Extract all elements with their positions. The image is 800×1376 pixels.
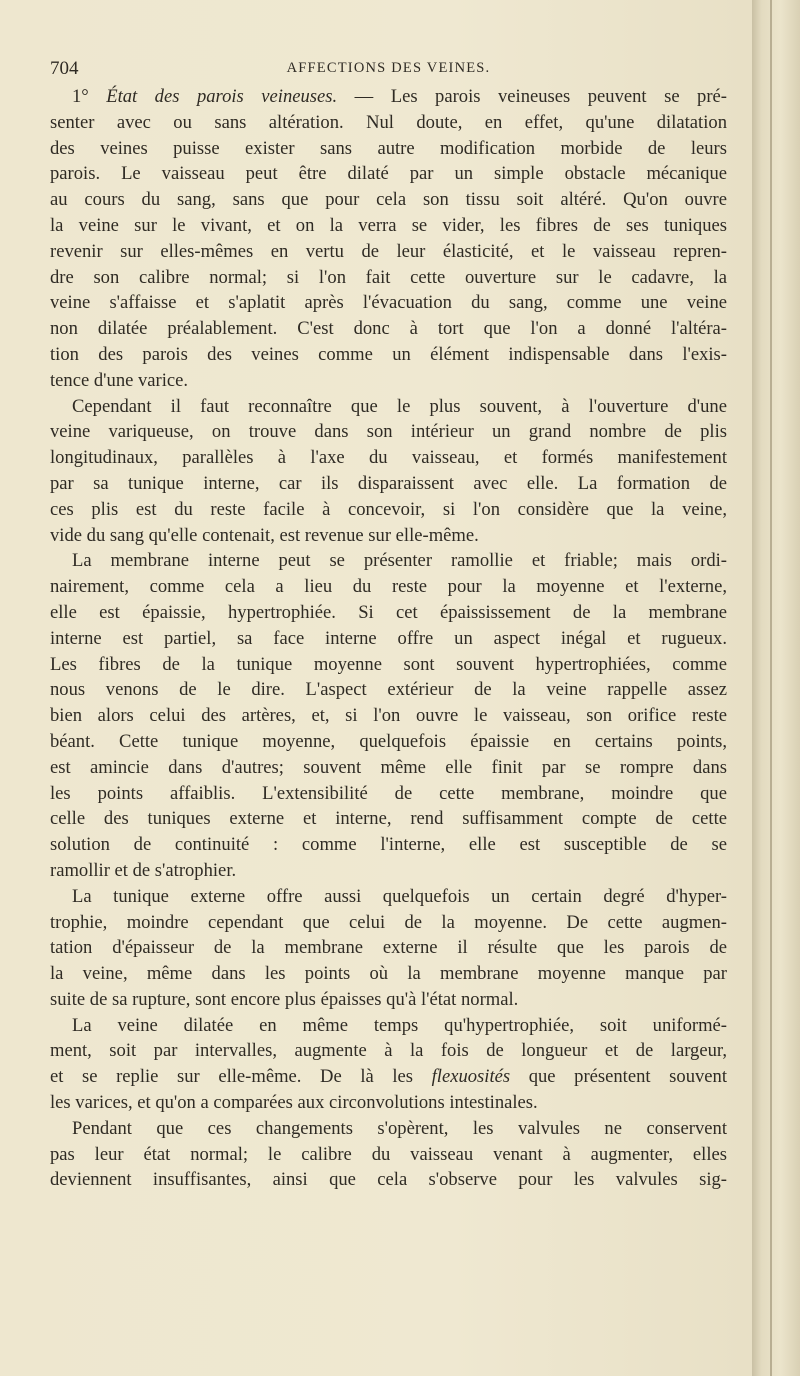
text-line: interne est partiel, sa face interne offre un aspect inégal et rugueux. [50,627,727,649]
text-line: parois. Le vaisseau peut être dilaté par un simple obstacle mécanique [50,163,727,185]
text-line: revenir sur elles-mêmes en vertu de leur élasticité, et le vaisseau repren- [50,240,727,262]
text-line: dre son calibre normal; si l'on fait cette ouverture sur le cadavre, la [50,266,727,288]
text-line: La membrane interne peut se présenter ramollie et friable; mais ordi- [72,550,727,572]
text-line: La tunique externe offre aussi quelquefois un certain degré d'hyper- [72,885,727,907]
text-line: au cours du sang, sans que pour cela son tissu soit altéré. Qu'on ouvre [50,189,727,211]
running-title: AFFECTIONS DES VEINES. [286,60,491,76]
italic-term: État des parois veineuses. [106,86,338,107]
text-line: celle des tuniques externe et interne, rend suffisamment compte de cette [50,808,727,830]
paragraph [50,1116,727,1193]
text-line: La veine dilatée en même temps qu'hypertrophiée, soit uniformé- [72,1014,727,1036]
text-line: tion des parois des veines comme un élément indispensable dans l'exis- [50,343,727,365]
paragraph [50,84,727,394]
text-line: elle est épaissie, hypertrophiée. Si cet épaississement de la membrane [50,601,727,623]
paragraph [50,548,727,883]
page-header [50,58,727,82]
paragraph [50,394,727,549]
text-line: longitudinaux, parallèles à l'axe du vaisseau, et formés manifestement [50,447,727,469]
text-line: les varices, et qu'on a comparées aux circonvolutions intestinales. [50,1092,538,1114]
text-line: tation d'épaisseur de la membrane externe il résulte que les parois de [50,937,727,959]
text-line: suite de sa rupture, sont encore plus épaisses qu'à l'état normal. [50,988,519,1010]
text-segment: 1° [72,86,107,107]
text-line: pas leur état normal; le calibre du vaisseau venant à augmenter, elles [50,1143,727,1165]
text-line: veine s'affaisse et s'aplatit après l'évacuation du sang, comme une veine [50,292,727,314]
text-line: bien alors celui des artères, et, si l'on ouvre le vaisseau, son orifice reste [50,705,727,727]
text-line: les points affaiblis. L'extensibilité de cette membrane, moindre que [50,782,727,804]
text-line: Cependant il faut reconnaître que le plus souvent, à l'ouverture d'une [72,395,727,417]
text-line: Les fibres de la tunique moyenne sont souvent hypertrophiées, comme [50,653,727,675]
text-line: tence d'une varice. [50,369,189,391]
text-line: par sa tunique interne, car ils disparaissent avec elle. La formation de [50,472,727,494]
text-line: nairement, comme cela a lieu du reste pour la moyenne et l'externe, [50,576,727,598]
text-segment: et se replie sur elle-même. De là les [50,1066,432,1088]
text-line: vide du sang qu'elle contenait, est revenue sur elle-même. [50,524,479,546]
text-line: Pendant que ces changements s'opèrent, les valvules ne conservent [72,1117,727,1139]
text-line: des veines puisse exister sans autre modification morbide de leurs [50,137,727,159]
page-body [50,84,727,1193]
text-line: nous venons de le dire. L'aspect extérieur de la veine rappelle assez [50,679,727,701]
text-line: trophie, moindre cependant que celui de la moyenne. De cette augmen- [50,911,727,933]
text-line: non dilatée préalablement. C'est donc à tort que l'on a donné l'altéra- [50,318,727,340]
text-line: ment, soit par intervalles, augmente à la fois de longueur et de largeur, [50,1040,727,1062]
text-line: senter avec ou sans altération. Nul doute, en effet, qu'une dilatation [50,111,727,133]
text-line: deviennent insuffisantes, ainsi que cela s'observe pour les valvules sig- [50,1169,727,1191]
italic-term: flexuosités [431,1066,511,1088]
text-line: la veine, même dans les points où la membrane moyenne manque par [50,963,727,985]
text-line: ramollir et de s'atrophier. [50,859,237,881]
text-line [50,1064,727,1090]
paragraph [50,1013,727,1116]
page-number: 704 [50,58,79,79]
text-line: veine variqueuse, on trouve dans son intérieur un grand nombre de plis [50,421,727,443]
text-line: ces plis est du reste facile à concevoir, si l'on considère que la veine, [50,498,727,520]
facing-page-edge [752,0,800,1376]
text-segment: — Les parois veineuses peuvent se pré- [337,86,727,107]
page-fold [770,0,772,1376]
text-line: solution de continuité : comme l'interne, elle est susceptible de se [50,834,727,856]
text-line: béant. Cette tunique moyenne, quelquefois épaissie en certains points, [50,730,727,752]
text-line [50,84,727,110]
text-segment: que présentent souvent [510,1066,727,1088]
paragraph [50,884,727,1013]
text-line: est amincie dans d'autres; souvent même elle finit par se rompre dans [50,756,727,778]
text-line: la veine sur le vivant, et on la verra se vider, les fibres de ses tuniques [50,214,727,236]
